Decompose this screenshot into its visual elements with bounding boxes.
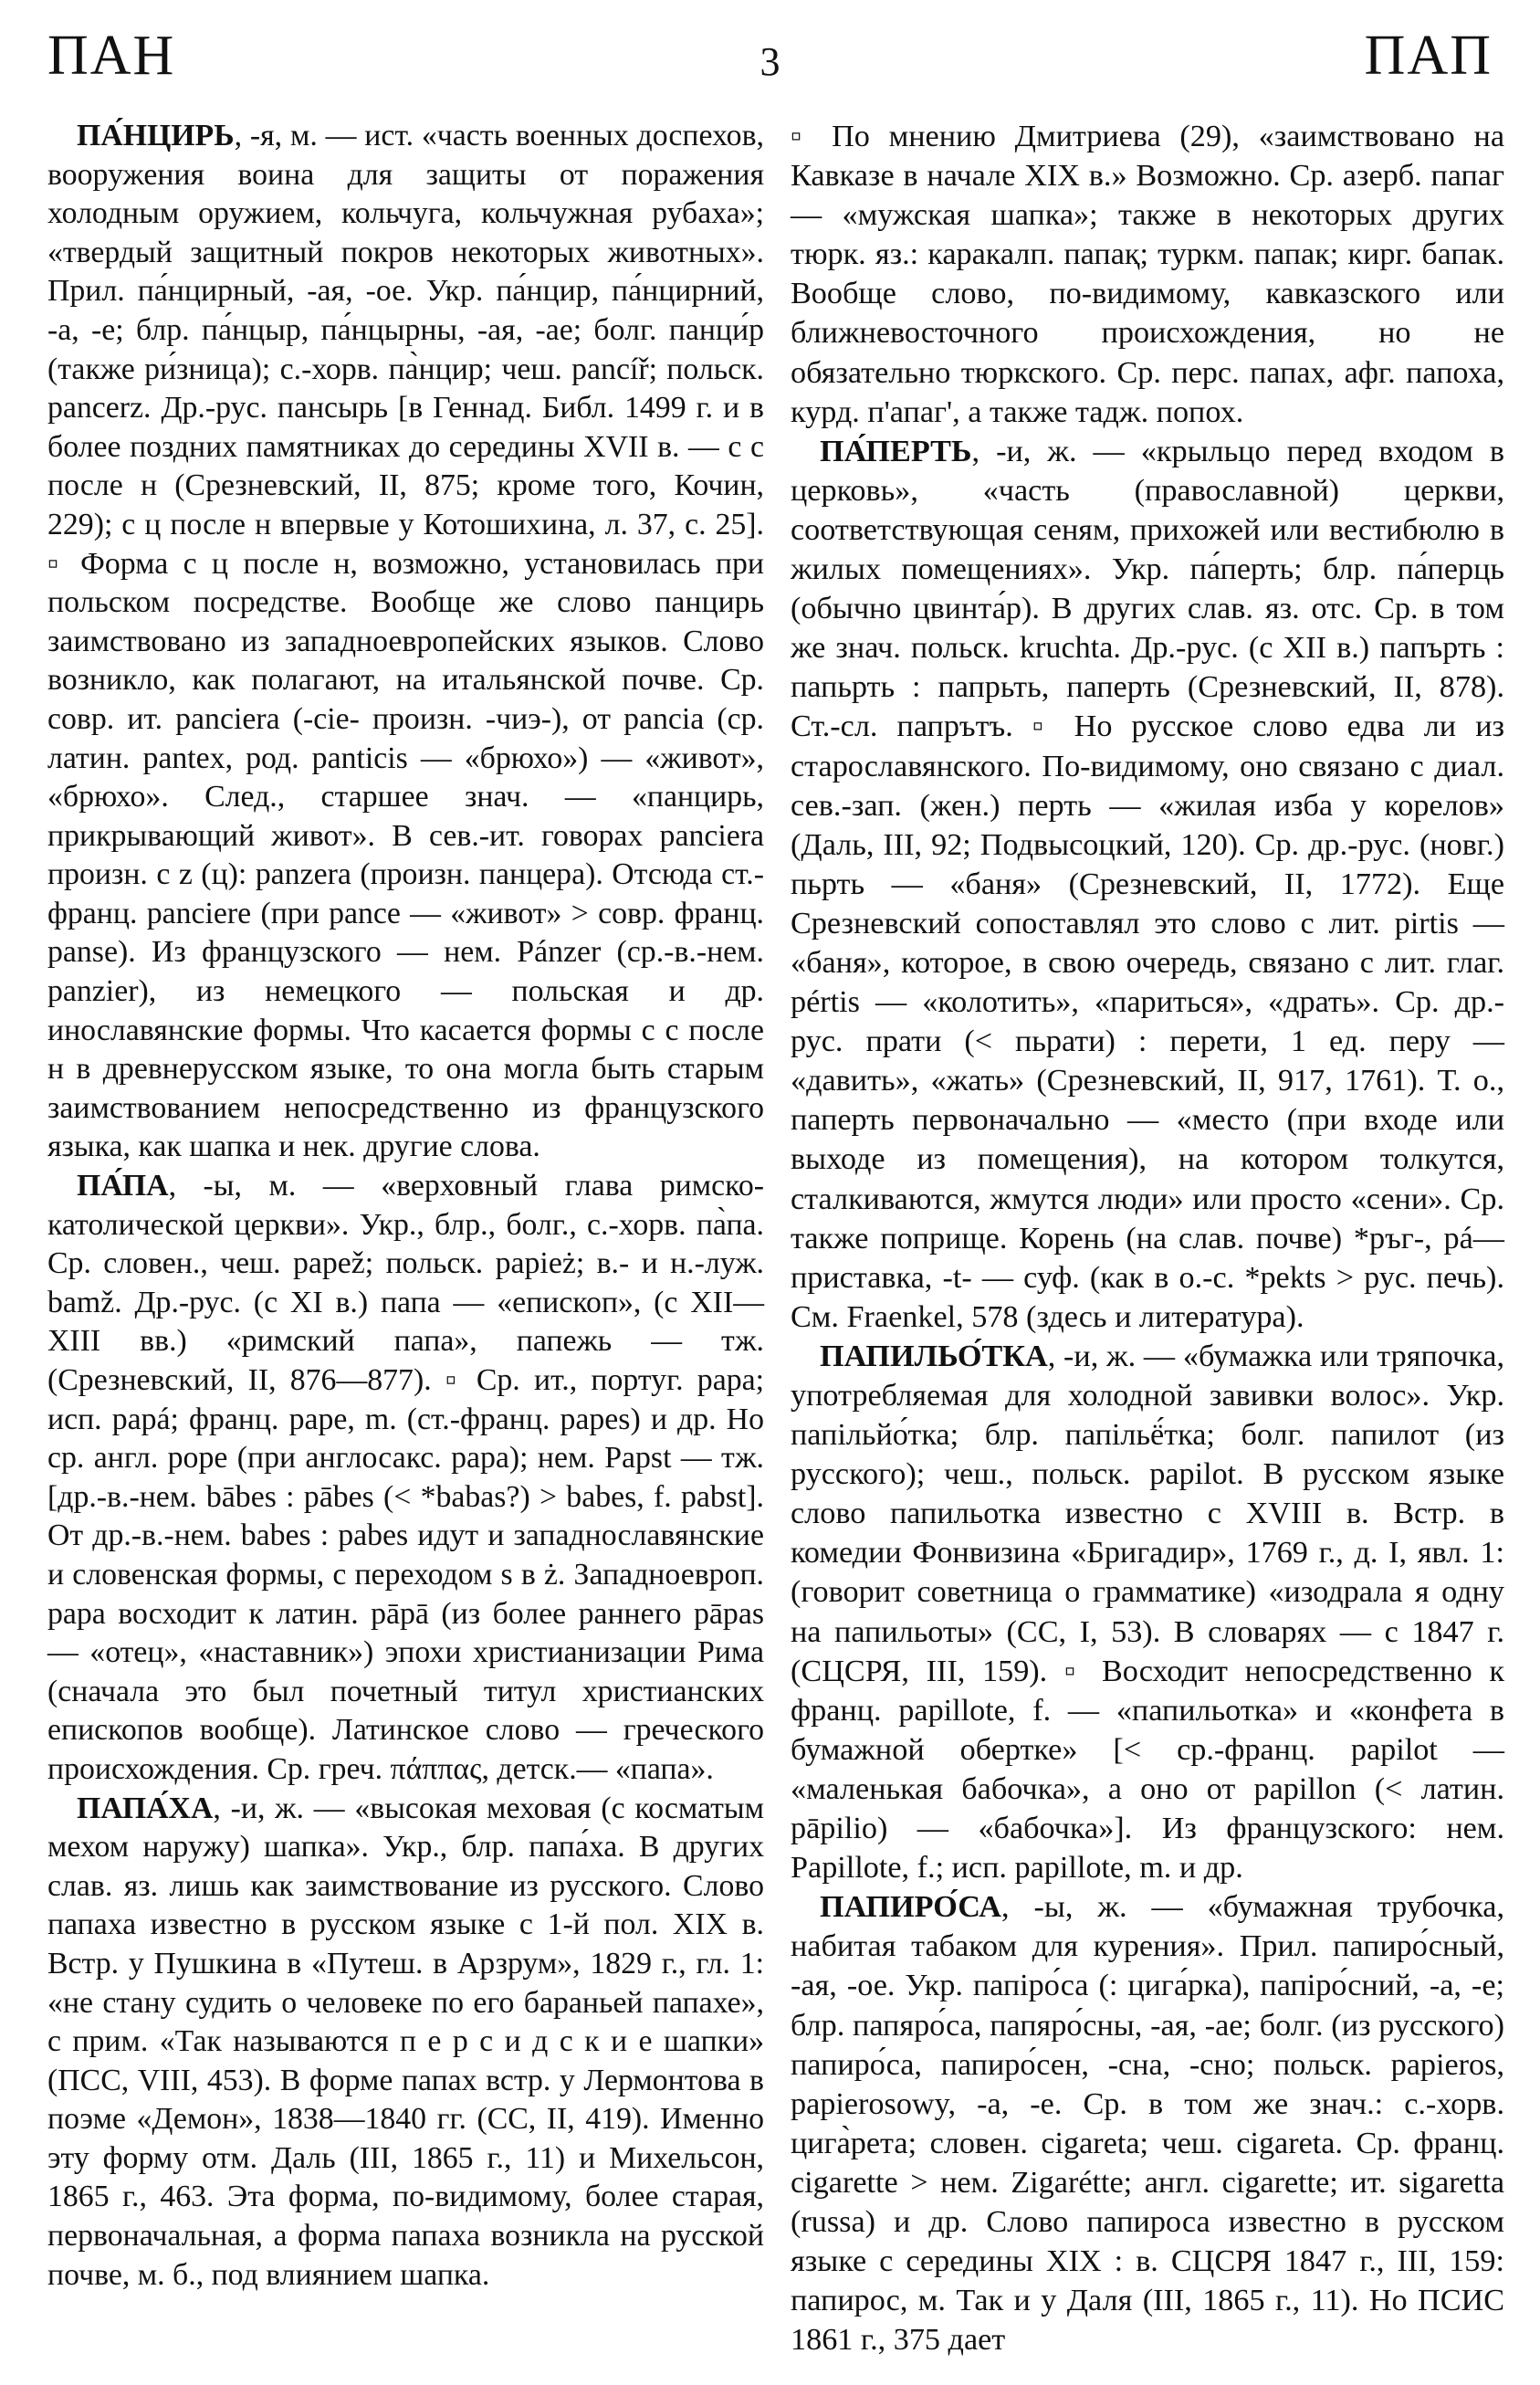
entry-papakha-continued: ▫ По мнению Дмитриева (29), «заимствовано на Кавказе в начале XIX в.» Возможно. Ср. азерб. папаг — «мужская шапка»; также в некоторых других тюрк. яз.: каракалп. папақ; туркм. папак; кирг. бапак. Вообще слово, по-видимому, кавказского или ближневосточного происхождения, но не обязательно тюркского. Ср. перс. папах, афг. папоха, курд. п'апаг', а также тадж. попох.	[791, 120, 1504, 429]
headword: ПА́ПА	[77, 1169, 169, 1203]
entry-papa: ПА́ПА, -ы, м. — «верховный глава римско-католической церкви». Укр., блр., болг., с.-хорв. па̀па. Ср. словен., чеш. papež; польск. papież; в.- и н.-луж. bamž. Др.-рус. (с XI в.) папа — «епископ», (с XII—XIII вв.) «римский папа», папежь — тж. (Срезневский, II, 876—877). ▫ Ср. ит., португ. papa; исп. papá; франц. pape, m. (ст.-франц. papes) и др. Но ср. англ. pope (при англосакс. papa); нем. Papst — тж. [др.-в.-нем. bābes : pābes (< *babas?) > babes, f. pabst]. От др.-в.-нем. babes : pabes идут и западнославянские и словенская формы, с переходом s в ż. Западноевроп. papa восходит к латин. pāpā (из более раннего pāpas — «отец», «наставник») эпохи христианизации Рима (сначала это был почетный титул христианских епископов вообще). Латинское слово — греческого происхождения. Ср. греч. πάππας, детск.— «папа».	[47, 1169, 764, 1786]
left-column	[47, 117, 764, 2295]
headword: ПА́НЦИРЬ	[77, 119, 235, 152]
page-header	[47, 24, 1493, 97]
header-left-guideword: ПАН	[47, 25, 176, 87]
right-column	[791, 117, 1504, 2359]
headword: ПАПА́ХА	[77, 1791, 214, 1825]
headword: ПАПИЛЬО́ТКА	[820, 1339, 1048, 1373]
page-number: 3	[760, 39, 780, 84]
headword: ПАПИРО́СА	[820, 1890, 1001, 1925]
entry-pantsir: ПА́НЦИРЬ, -я, м. — ист. «часть военных доспехов, вооружения воина для защиты от поражения холодным оружием, кольчуга, кольчужная рубаха»; «твердый защитный покров некоторых животных». Прил. па́нцирный, -ая, -ое. Укр. па́нцир, па́нцирний, -а, -е; блр. па́нцыр, па́нцырны, -ая, -ае; болг. панци́р (также ри́зница); с.-хорв. па̀нцир; чеш. pancíř; польск. pancerz. Др.-рус. пансырь [в Геннад. Библ. 1499 г. и в более поздних памятниках до середины XVII в. — с с после н (Срезневский, II, 875; кроме того, Кочин, 229); с ц после н впервые у Котошихина, л. 37, с. 25]. ▫ Форма с ц после н, возможно, установилась при польском посредстве. Вообще же слово панцирь заимствовано из западноевропейских языков. Слово возникло, как полагают, на итальянской почве. Ср. совр. ит. panciera (-cie- произн. -чиэ-), от pancia (ср. латин. pantex, род. panticis — «брюхо») — «живот», «брюхо». След., старшее знач. — «панцирь, прикрывающий живот». В сев.-ит. говорах panciera произн. с z (ц): panzera (произн. панцера). Отсюда ст.-франц. panciere (при pance — «живот» > совр. франц. panse). Из французского — нем. Pánzer (ср.-в.-нем. panzier), из немецкого — польская и др. инославянские формы. Что касается формы с с после н в древнерусском языке, то она могла быть старым заимствованием непосредственно из французского языка, как шапка и нек. другие слова.	[47, 119, 764, 1164]
entry-papakha: ПАПА́ХА, -и, ж. — «высокая меховая (с косматым мехом наружу) шапка». Укр., блр. папа́ха. В других слав. яз. лишь как заимствование из русского. Слово папаха известно в русском языке с 1-й пол. XIX в. Встр. у Пушкина в «Путеш. в Арзрум», 1829 г., гл. 1: «не стану судить о человеке по его бараньей папахе», с прим. «Так называются п е р с и д с к и е шапки» (ПСС, VIII, 453). В форме папах встр. у Лермонтова в поэме «Демон», 1838—1840 гг. (СС, II, 419). Именно эту форму отм. Даль (III, 1865 г., 11) и Михельсон, 1865 г., 463. Эта форма, по-видимому, более старая, первоначальная, а форма папаха возникла на русской почве, м. б., под влиянием шапка.	[47, 1791, 764, 2292]
entry-papert: ПА́ПЕРТЬ, -и, ж. — «крыльцо перед входом в церковь», «часть (православной) церкви, соответствующая сеням, прихожей или вестибюлю в жилых помещениях». Укр. па́перть; блр. па́перць (обычно цвинта́р). В других слав. яз. отс. Ср. в том же знач. польск. kruchta. Др.-рус. (с XII в.) папърть : папьрть : папрьть, паперть (Срезневский, II, 878). Ст.-сл. папрътъ. ▫ Но русское слово едва ли из старославянского. По-видимому, оно связано с диал. сев.-зап. (жен.) перть — «жилая изба у корелов» (Даль, III, 92; Подвысоцкий, 120). Ср. др.-рус. (новг.) пьрть — «баня» (Срезневский, II, 1772). Еще Срезневский сопоставлял это слово с лит. pirtis — «баня», которое, в свою очередь, связано с лит. глаг. pértis — «колотить», «париться», «драть». Ср. др.-рус. прати (< пьрати) : перети, 1 ед. перу — «давить», «жать» (Срезневский, II, 917, 1761). Т. о., паперть первоначально — «место (при входе или выходе из помещения), на котором толкутся, сталкиваются, жмутся люди» или просто «сени». Ср. также поприще. Корень (на слав. почве) *ръг-, pá— приставка, -t- — суф. (как в о.-с. *pekts > рус. печь). См. Fraenkel, 578 (здесь и литература).	[791, 434, 1504, 1334]
entry-papirosa: ПАПИРО́СА, -ы, ж. — «бумажная трубочка, набитая табаком для курения». Прил. папиро́сный, -ая, -ое. Укр. папіро́са (: цига́рка), папіро́сний, -а, -е; блр. папяро́са, папяро́сны, -ая, -ае; болг. (из русского) папиро́са, папиро́сен, -сна, -сно; польск. papieros, papierosowy, -a, -e. Ср. в том же знач.: с.-хорв. цига̀рета; словен. cigareta; чеш. cigareta. Ср. франц. cigarette > нем. Zigarétte; англ. cigarette; ит. sigaretta (russa) и др. Слово папироса известно в русском языке с середины XIX : в. СЦСРЯ 1847 г., III, 159: папирос, м. Так и у Даля (III, 1865 г., 11). Но ПСИС 1861 г., 375 дает	[791, 1890, 1504, 2358]
header-right-guideword: ПАП	[1364, 25, 1493, 87]
headword: ПА́ПЕРТЬ	[820, 434, 972, 468]
entry-papilotka: ПАПИЛЬО́ТКА, -и, ж. — «бумажка или тряпочка, употребляемая для холодной завивки волос». Укр. папільйо́тка; блр. папільё́тка; болг. папилот (из русского); чеш., польск. papilot. В русском языке слово папильотка известно с XVIII в. Встр. в комедии Фонвизина «Бригадир», 1769 г., д. I, явл. 1: (говорит советница о грамматике) «изодрала я одну на папильоты» (СС, I, 53). В словарях — с 1847 г. (СЦСРЯ, III, 159). ▫ Восходит непосредственно к франц. papillote, f. — «папильотка» и «конфета в бумажной обертке» [< ср.-франц. papilot — «маленькая бабочка», а оно от papillon (< латин. pāpilio) — «бабочка»]. Из французского: нем. Papillote, f.; исп. papillote, m. и др.	[791, 1339, 1504, 1886]
